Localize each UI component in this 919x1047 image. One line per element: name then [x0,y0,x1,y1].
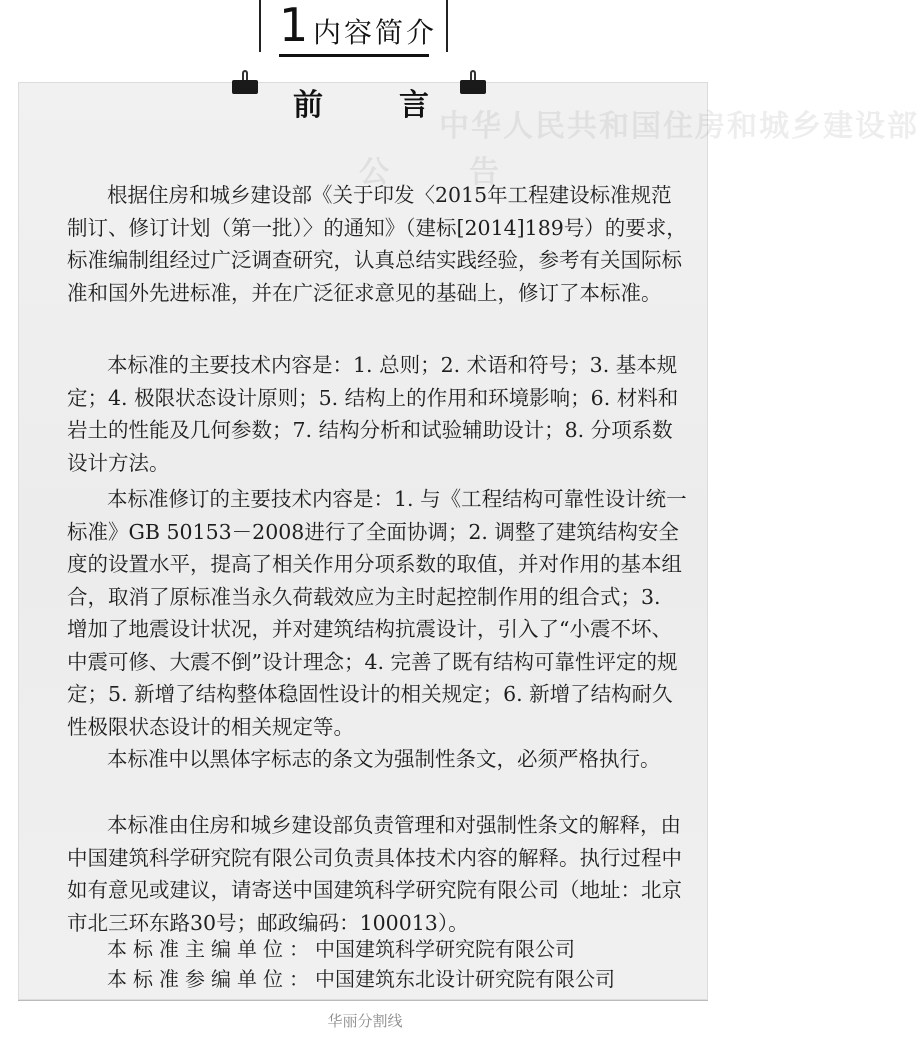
page-title-part2: 言 [399,88,429,123]
section-header [261,0,446,60]
participating-editor-unit [107,965,615,993]
participating-editor-value: 中国建筑东北设计研究院有限公司 [315,967,615,991]
chief-editor-label: 本标准主编单位： [107,937,315,961]
section-title: 内容简介 [313,16,438,49]
page-title-part1: 前 [293,88,323,123]
document-page [18,82,919,1000]
participating-editor-label: 本标准参编单位： [107,967,315,991]
footer-divider-text: 华丽分割线 [327,1012,403,1030]
header-right-line [446,0,448,52]
chief-editor-unit [107,935,575,963]
binder-clip-icon [232,70,258,96]
paragraph-4: 本标准中以黑体字标志的条文为强制性条文，必须严格执行。 [107,747,661,771]
paragraph-5: 本标准由住房和城乡建设部负责管理和对强制性条文的解释，由中国建筑科学研究院有限公司负责具体技术内容的解释。执行过程中如有意见或建议，请寄送中国建筑科学研究院有限公司（地址：北京市北三环东路30号；邮政编码：100013）。 [67,813,682,935]
paragraph-3: 本标准修订的主要技术内容是：1. 与《工程结构可靠性设计统一标准》GB 50153－2008进行了全面协调；2. 调整了建筑结构安全度的设置水平，提高了相关作用分项系数的取值，并对作用的基本组合，取消了原标准当永久荷载效应为主时起控制作用的组合式；3. 增加了地震设计状况，并对建筑结构抗震设计，引入了“小震不坏、中震可修、大震不倒”设计理念；4. 完善了既有结构可靠性评定的规定；5. 新增了结构整体稳固性设计的相关规定；6. 新增了结构耐久性极限状态设计的相关规定等。 [67,487,687,739]
divider-line [18,1000,708,1001]
section-number: 1 [279,0,309,52]
paragraph-1: 根据住房和城乡建设部《关于印发〈2015年工程建设标准规范制订、修订计划（第一批）〉的通知》（建标[2014]189号）的要求，标准编制组经过广泛调查研究，认真总结实践经验，参考有关国际标准和国外先进标准，并在广泛征求意见的基础上，修订了本标准。 [67,183,687,305]
bleed-through-text: 中华人民共和国住房和城乡建设部 [439,109,919,144]
section-underline [279,54,429,57]
paragraph-2: 本标准的主要技术内容是：1. 总则；2. 术语和符号；3. 基本规定；4. 极限状态设计原则；5. 结构上的作用和环境影响；6. 材料和岩土的性能及几何参数；7. 结构分析和试验辅助设计；8. 分项系数设计方法。 [67,353,679,475]
chief-editor-value: 中国建筑科学研究院有限公司 [315,937,575,961]
binder-clip-icon [460,70,486,96]
bleed-through-text-2: 公告 [359,155,579,190]
